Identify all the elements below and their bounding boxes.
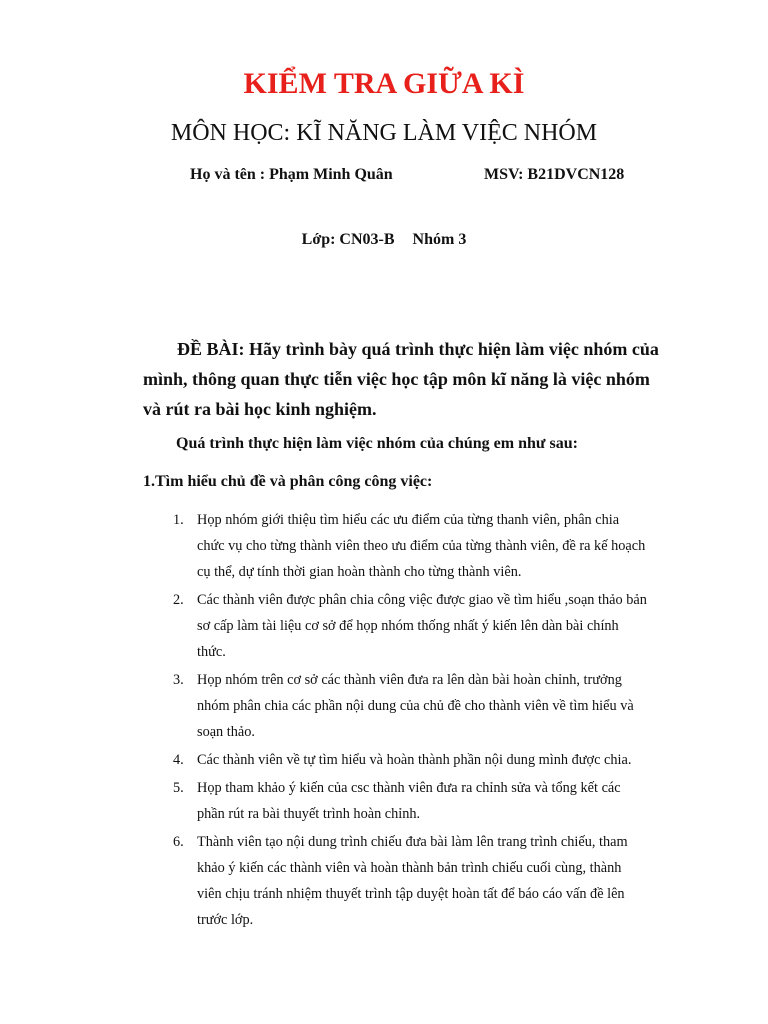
task-text: Các thành viên được phân chia công việc được giao về tìm hiểu ,soạn thảo bản sơ cấp làm tài liệu cơ sở để họp nhóm thống nhất ý kiến lên dàn bài chính thức. xyxy=(197,592,647,660)
task-text: Họp nhóm trên cơ sở các thành viên đưa ra lên dàn bài hoàn chỉnh, trưởng nhóm phân chia các phần nội dung của chủ đề cho thành viên về tìm hiểu và soạn thảo. xyxy=(197,672,634,740)
task-number: 6. xyxy=(173,834,184,850)
task-number: 4. xyxy=(173,752,184,768)
task-number: 2. xyxy=(173,592,184,608)
task-number: 5. xyxy=(173,780,184,796)
class-group-line xyxy=(0,228,768,252)
task-item-1 xyxy=(173,507,648,585)
task-item-2 xyxy=(173,587,648,665)
task-item-4 xyxy=(173,747,648,773)
task-item-5 xyxy=(173,775,648,827)
section-heading: 1.Tìm hiểu chủ đề và phân công công việc: xyxy=(143,473,433,490)
task-text: Họp nhóm giới thiệu tìm hiểu các ưu điểm của từng thanh viên, phân chia chức vụ cho từng thành viên theo ưu điểm của từng thành viên, đề ra kế hoạch cụ thể, dự tính thời gian hoàn thành cho từng thành viên. xyxy=(197,512,646,580)
task-list xyxy=(173,507,648,935)
class-label: Lớp: CN03-B xyxy=(301,231,395,248)
task-item-6 xyxy=(173,829,648,933)
student-name: Họ và tên : Phạm Minh Quân xyxy=(190,166,393,183)
assignment-prompt: ĐỀ BÀI: Hãy trình bày quá trình thực hiện làm việc nhóm của mình, thông quan thực tiễn việc học tập môn kĩ năng là việc nhóm và rút ra bài học kinh nghiệm. xyxy=(143,339,659,419)
task-text: Họp tham khảo ý kiến của csc thành viên đưa ra chỉnh sửa và tổng kết các phần rút ra bài thuyết trình hoàn chỉnh. xyxy=(197,780,621,822)
task-text: Các thành viên về tự tìm hiểu và hoàn thành phần nội dung mình được chia. xyxy=(197,752,632,768)
task-number: 1. xyxy=(173,512,184,528)
subject-heading: MÔN HỌC: KĨ NĂNG LÀM VIỆC NHÓM xyxy=(170,120,598,146)
student-id: MSV: B21DVCN128 xyxy=(484,166,625,183)
intro-text: Quá trình thực hiện làm việc nhóm của chúng em như sau: xyxy=(176,435,578,452)
task-text: Thành viên tạo nội dung trình chiếu đưa bài làm lên trang trình chiếu, tham khảo ý kiến các thành viên và hoàn thành bản trình chiếu cuối cùng, thành viên chịu tránh nhiệm thuyết trình tập duyệt hoàn tất để báo cáo vấn đề lên trước lớp. xyxy=(197,834,628,928)
task-item-3 xyxy=(173,667,648,745)
group-label: Nhóm 3 xyxy=(412,231,467,248)
document-title: KIỂM TRA GIỮA KÌ xyxy=(243,67,525,100)
task-number: 3. xyxy=(173,672,184,688)
